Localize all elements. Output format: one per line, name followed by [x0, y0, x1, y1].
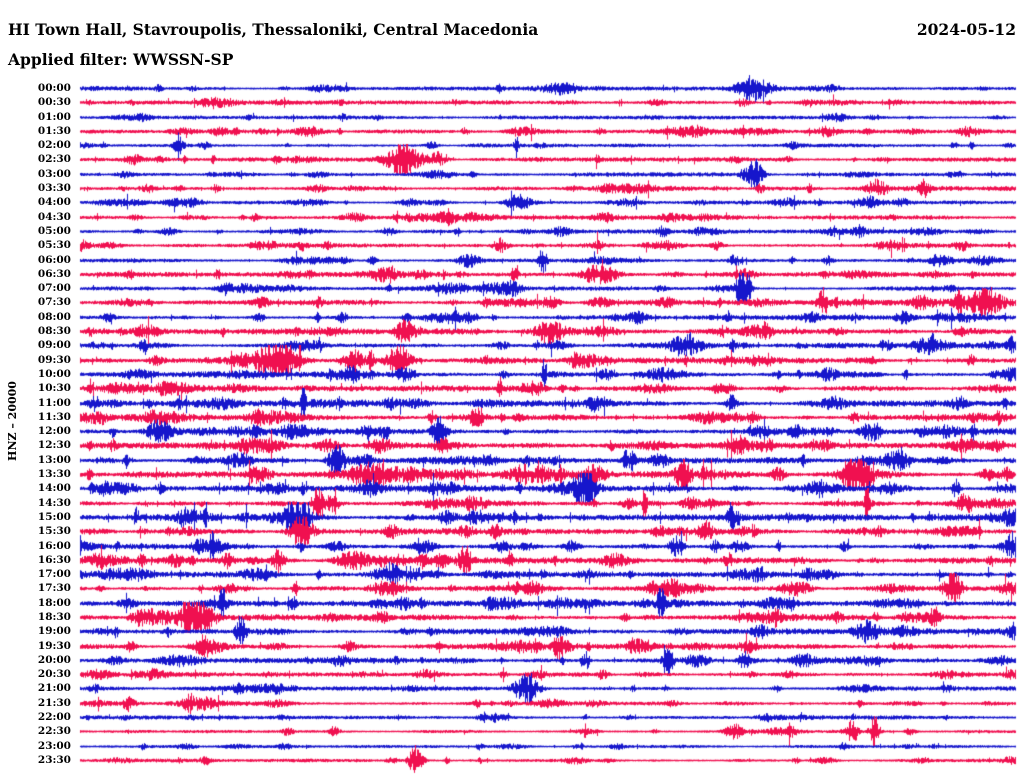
- time-label: 23:00: [37, 739, 71, 752]
- time-label: 01:00: [37, 110, 71, 123]
- time-label: 08:00: [37, 310, 71, 323]
- time-label: 12:30: [37, 439, 71, 452]
- time-label: 05:00: [37, 224, 71, 237]
- time-label: 17:30: [37, 582, 71, 595]
- time-label: 22:00: [37, 711, 71, 724]
- time-label: 07:30: [37, 296, 71, 309]
- station-title: HI Town Hall, Stavroupolis, Thessaloniki, Central Macedonia: [8, 20, 539, 39]
- time-label: 21:30: [37, 696, 71, 709]
- time-label: 09:00: [37, 339, 71, 352]
- time-label: 07:00: [37, 282, 71, 295]
- time-label: 00:30: [37, 96, 71, 109]
- time-label: 15:00: [37, 510, 71, 523]
- time-label: 02:00: [37, 139, 71, 152]
- time-label: 21:00: [37, 682, 71, 695]
- time-label: 19:00: [37, 625, 71, 638]
- time-label: 23:30: [37, 753, 71, 766]
- time-label: 05:30: [37, 239, 71, 252]
- time-label: 12:00: [37, 425, 71, 438]
- time-label: 09:30: [37, 353, 71, 366]
- time-label: 13:00: [37, 453, 71, 466]
- time-label: 03:00: [37, 167, 71, 180]
- time-label: 06:00: [37, 253, 71, 266]
- time-label: 15:30: [37, 525, 71, 538]
- applied-filter-label: Applied filter: WWSSN-SP: [8, 50, 234, 69]
- time-label: 11:30: [37, 410, 71, 423]
- time-label: 17:00: [37, 568, 71, 581]
- time-label: 11:00: [37, 396, 71, 409]
- time-label: 20:00: [37, 653, 71, 666]
- time-label: 08:30: [37, 325, 71, 338]
- time-label: 16:30: [37, 553, 71, 566]
- time-label: 14:30: [37, 496, 71, 509]
- amplitude-scale-label: HNZ – 20000: [6, 381, 19, 461]
- time-label: 13:30: [37, 468, 71, 481]
- time-label: 19:30: [37, 639, 71, 652]
- time-label: 04:30: [37, 210, 71, 223]
- time-label: 02:30: [37, 153, 71, 166]
- time-label: 20:30: [37, 668, 71, 681]
- time-label: 16:00: [37, 539, 71, 552]
- time-label: 00:00: [37, 82, 71, 94]
- time-label: 18:00: [37, 596, 71, 609]
- time-label: 18:30: [37, 610, 71, 623]
- time-label: 06:30: [37, 267, 71, 280]
- record-date: 2024-05-12: [916, 20, 1016, 39]
- time-label: 10:00: [37, 367, 71, 380]
- time-label: 01:30: [37, 124, 71, 137]
- time-label: 22:30: [37, 725, 71, 738]
- time-label: 03:30: [37, 182, 71, 195]
- time-label: 14:00: [37, 482, 71, 495]
- time-label: 10:30: [37, 382, 71, 395]
- time-label: 04:00: [37, 196, 71, 209]
